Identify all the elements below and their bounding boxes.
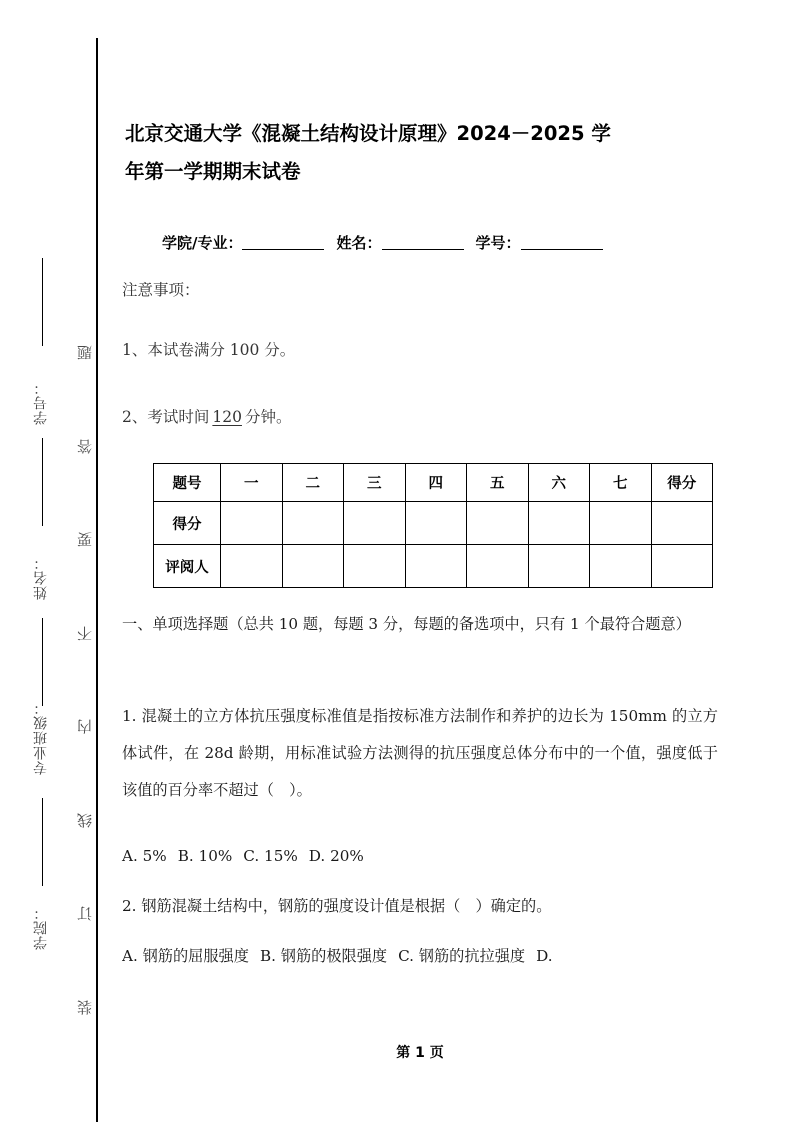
section-heading-line2: 最符合题意） (599, 615, 691, 633)
page-title-line1: 北京交通大学《混凝土结构设计原理》2024－2025 学 (125, 122, 611, 145)
binding-margin-inner-phrase (70, 345, 100, 1015)
score-table-header-0: 题号 (154, 464, 221, 502)
section-heading (122, 606, 718, 643)
margin-label-name: 姓名： (33, 555, 49, 600)
question-2-option-d[interactable]: D. (536, 947, 553, 965)
score-cell-2[interactable] (282, 502, 344, 545)
inner-char-3: 不 (75, 625, 94, 641)
question-1-option-b[interactable]: B. 10% (177, 847, 233, 865)
grader-row-label: 评阅人 (154, 545, 221, 588)
question-1-text: 混凝土的立方体抗压强度标准值是指按标准方法制作和养护的边长为 150mm 的立方体试件，在 28d 龄期，用标准试验方法测得的抗压强度总体分布中的一个值，强度低于该值的百分率不超过（ ）。 (122, 707, 718, 799)
grader-cell-6[interactable] (528, 545, 590, 588)
section-heading-line1: 一、单项选择题（总共 10 题，每题 3 分，每题的备选项中，只有 1 个 (122, 615, 600, 633)
exam-content (122, 0, 718, 1122)
score-table-header-5: 五 (467, 464, 529, 502)
margin-rule-4 (42, 798, 43, 886)
grader-cell-7[interactable] (590, 545, 652, 588)
grader-cell-2[interactable] (282, 545, 344, 588)
page-title (125, 115, 717, 191)
question-2-options (122, 938, 718, 975)
college-major-label: 学院/专业： (162, 234, 243, 252)
score-table-header-6: 六 (528, 464, 590, 502)
score-cell-1[interactable] (221, 502, 283, 545)
grader-cell-4[interactable] (405, 545, 467, 588)
margin-rule-1 (42, 258, 43, 346)
score-cell-3[interactable] (344, 502, 406, 545)
question-2-option-a[interactable]: A. 钢筋的屈服强度 (122, 947, 249, 965)
notes-item-2-suffix: 分钟。 (244, 408, 292, 426)
grader-cell-5[interactable] (467, 545, 529, 588)
score-row-label: 得分 (154, 502, 221, 545)
name-field[interactable] (382, 249, 464, 250)
question-2-text: 钢筋混凝土结构中，钢筋的强度设计值是根据（ ）确定的。 (141, 897, 552, 915)
score-cell-5[interactable] (467, 502, 529, 545)
notes-item-2-prefix: 2、考试时间 (122, 408, 210, 426)
margin-rule-3 (42, 618, 43, 706)
name-label: 姓名： (336, 234, 382, 252)
margin-label-student-id: 学号： (33, 380, 49, 425)
question-1-option-c[interactable]: C. 15% (243, 847, 298, 865)
score-table-header-2: 二 (282, 464, 344, 502)
margin-rule-2 (42, 438, 43, 526)
score-cell-4[interactable] (405, 502, 467, 545)
binding-margin-outer-labels (26, 250, 56, 950)
table-row-score (154, 502, 713, 545)
inner-char-1: 答 (75, 438, 94, 454)
score-table-header-7: 七 (590, 464, 652, 502)
margin-label-class: 专业班级： (33, 700, 49, 775)
question-2-number: 2. (122, 897, 137, 915)
grader-cell-total[interactable] (651, 545, 713, 588)
inner-char-2: 要 (75, 532, 94, 548)
student-id-label: 学号： (475, 234, 521, 252)
page-footer: 第 1 页 (396, 1045, 444, 1061)
grader-cell-3[interactable] (344, 545, 406, 588)
question-2-option-b[interactable]: B. 钢筋的极限强度 (259, 947, 388, 965)
question-2 (122, 888, 718, 925)
score-cell-7[interactable] (590, 502, 652, 545)
score-cell-total[interactable] (651, 502, 713, 545)
inner-char-0: 题 (75, 345, 94, 360)
question-1-options (122, 838, 718, 875)
inner-char-4: 内 (75, 719, 94, 735)
exam-duration-value: 120 (212, 408, 242, 426)
margin-label-college: 学院： (33, 905, 49, 950)
table-row-header (154, 464, 713, 502)
college-major-field[interactable] (242, 249, 324, 250)
question-1-number: 1. (122, 707, 137, 725)
question-1-option-a[interactable]: A. 5% (122, 847, 167, 865)
student-info-line (162, 232, 722, 253)
notes-item-2 (122, 410, 291, 426)
score-table-header-1: 一 (221, 464, 283, 502)
score-table-header-8: 得分 (651, 464, 713, 502)
student-id-field[interactable] (521, 249, 603, 250)
inner-char-7: 装 (75, 999, 94, 1015)
score-table-header-3: 三 (344, 464, 406, 502)
question-2-option-c[interactable]: C. 钢筋的抗拉强度 (398, 947, 526, 965)
notes-item-1: 1、本试卷满分 100 分。 (122, 341, 296, 359)
question-1-option-d[interactable]: D. 20% (308, 847, 364, 865)
page-title-line2: 年第一学期期末试卷 (125, 160, 301, 183)
inner-char-5: 线 (75, 812, 94, 828)
score-table-header-4: 四 (405, 464, 467, 502)
inner-char-6: 订 (75, 906, 94, 922)
question-1 (122, 698, 718, 809)
score-cell-6[interactable] (528, 502, 590, 545)
grader-cell-1[interactable] (221, 545, 283, 588)
score-table (153, 463, 713, 588)
table-row-grader (154, 545, 713, 588)
notes-heading: 注意事项： (122, 281, 200, 299)
